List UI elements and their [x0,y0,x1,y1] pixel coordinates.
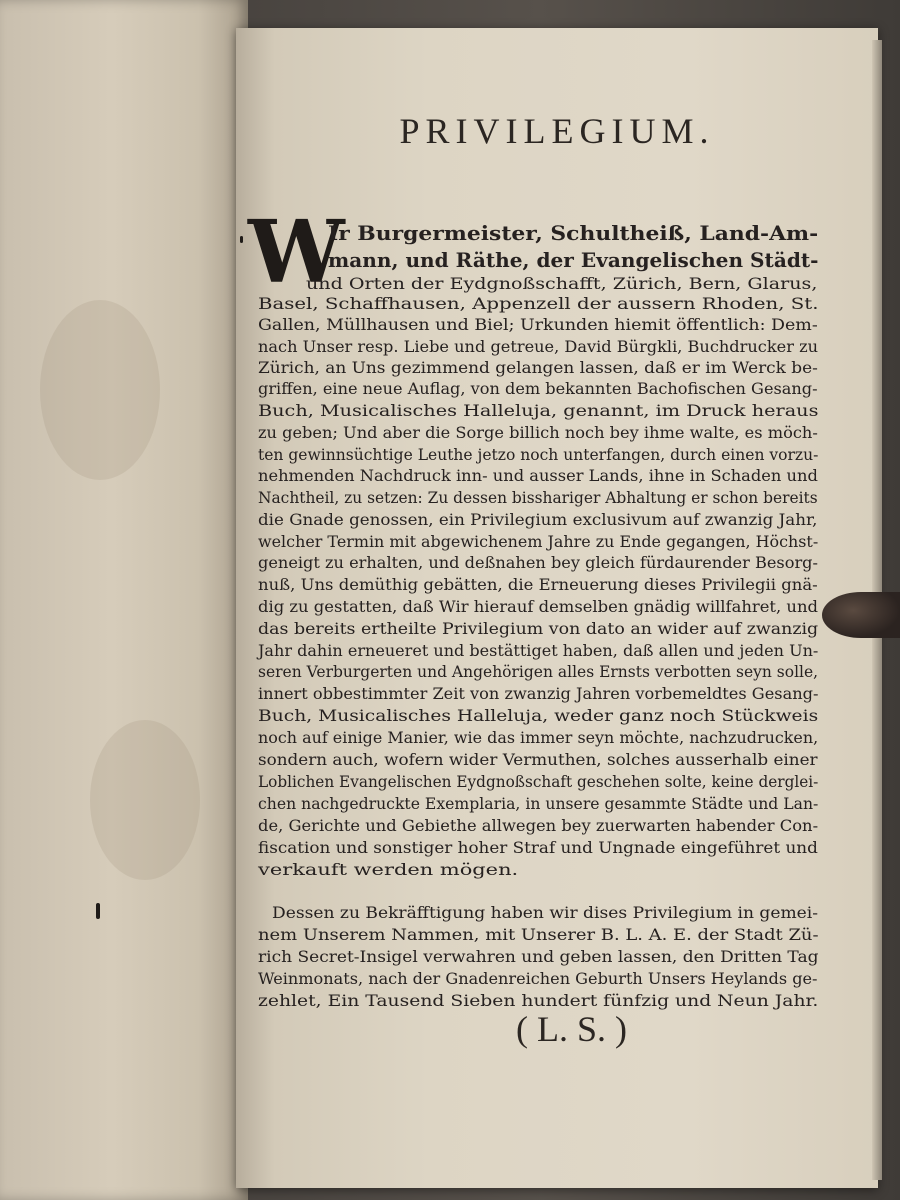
left-page [0,0,248,1200]
text-line: chen nachgedruckte Exemplaria, in unsere gesammte Städte und Lan- [258,795,819,813]
text-line: de, Gerichte und Gebiethe allwegen bey zuerwarten habender Con- [258,817,819,835]
page-title: PRIVILEGIUM. [399,111,715,151]
text-line: nach Unser resp. Liebe und getreue, David Bürgkli, Buchdrucker zu [258,338,818,356]
text-line: Gallen, Müllhausen und Biel; Urkunden hiemit öffentlich: Dem- [258,316,818,334]
text-line: nuß, Uns demüthig gebätten, die Erneuerung dieses Privilegii gnä- [258,576,818,594]
text-line: Ir Burgermeister, Schultheiß, Land-Am- [328,221,819,245]
text-line: Buch, Musicalisches Halleluja, weder ganz noch Stückweis [258,707,819,725]
text-line: nehmenden Nachdruck inn- und ausser Lands, ihne in Schaden und [258,467,818,485]
text-line: Loblichen Evangelischen Eydgnoßschaft geschehen solte, keine derglei- [258,773,819,791]
text-line: Nachtheil, zu setzen: Zu dessen bisshariger Abhaltung er schon bereits [258,489,818,507]
text-line: geneigt zu erhalten, und deßnahen bey gleich fürdaurender Besorg- [258,554,818,572]
text-line: die Gnade genossen, ein Privilegium exclusivum auf zwanzig Jahr, [258,511,818,529]
text-line: seren Verburgerten und Angehörigen alles Ernsts verbotten seyn solle, [258,663,819,681]
text-line: welcher Termin mit abgewichenem Jahre zu Ende gegangen, Höchst- [258,533,819,551]
text-line: zu geben; Und aber die Sorge billich noch bey ihme walte, es möch- [258,424,818,442]
paper-stain [90,720,200,880]
text-line: nem Unserem Nammen, mit Unserer B. L. A. E. der Stadt Zü- [258,926,819,944]
text-line: das bereits ertheilte Privilegium von dato an wider auf zwanzig [258,620,819,638]
text-line: zehlet, Ein Tausend Sieben hundert fünfzig und Neun Jahr. [258,992,819,1010]
bookmark-ribbon [822,592,900,638]
text-line: ten gewinnsüchtige Leuthe jetzo noch unterfangen, durch einen vorzu- [258,446,819,464]
ink-mark [240,236,243,243]
paper-stain [40,300,160,480]
text-line: Basel, Schaffhausen, Appenzell der aussern Rhoden, St. [258,295,819,313]
drop-cap: W [248,202,345,303]
text-line: Buch, Musicalisches Halleluja, genannt, im Druck heraus [258,402,819,420]
text-line: Zürich, an Uns gezimmend gelangen lassen, daß er im Werck be- [258,359,818,377]
text-line: und Orten der Eydgnoßschafft, Zürich, Bern, Glarus, [306,275,818,293]
text-line: noch auf einige Manier, wie das immer seyn möchte, nachzudrucken, [258,729,819,747]
text-line: innert obbestimmter Zeit von zwanzig Jahren vorbemeldtes Gesang- [258,685,819,703]
seal-mark: ( L. S. ) [516,1009,627,1049]
text-line: verkauft werden mögen. [258,861,519,879]
text-line: griffen, eine neue Auflag, von dem bekannten Bachofischen Gesang- [258,380,818,398]
text-line: mann, und Räthe, der Evangelischen Städt- [328,248,819,272]
text-line: rich Secret-Insigel verwahren und geben lassen, den Dritten Tag [258,948,819,966]
text-line: Dessen zu Bekräfftigung haben wir dises Privilegium in gemei- [272,904,819,922]
text-line: fiscation und sonstiger hoher Straf und Ungnade eingeführet und [258,839,818,857]
ink-mark [96,903,100,919]
text-line: dig zu gestatten, daß Wir hierauf demselben gnädig willfahret, und [258,598,819,616]
text-line: sondern auch, wofern wider Vermuthen, solches ausserhalb einer [258,751,818,769]
text-line: Weinmonats, nach der Gnadenreichen Geburth Unsers Heylands ge- [258,970,818,988]
text-line: Jahr dahin erneueret und bestättiget haben, daß allen und jeden Un- [258,642,819,660]
